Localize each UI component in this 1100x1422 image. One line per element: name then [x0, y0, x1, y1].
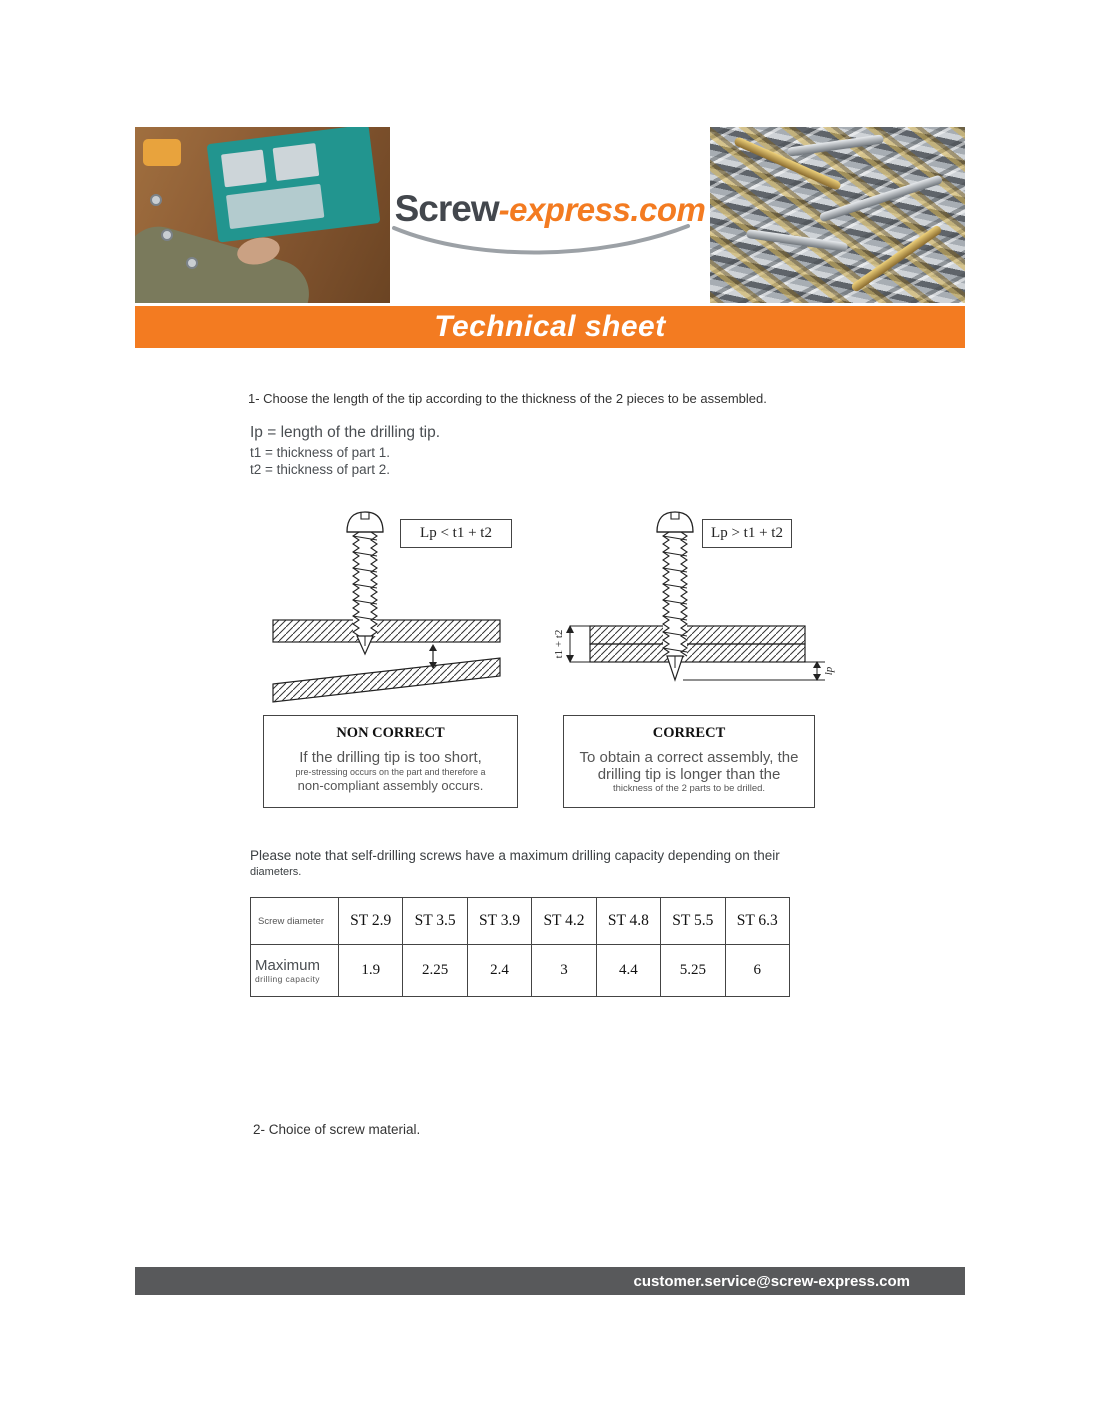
table-capacity-cell: 6 [725, 945, 789, 997]
header-band [135, 127, 965, 303]
table-capacity-cell: 5.25 [661, 945, 725, 997]
capacity-label-main: Maximum [255, 957, 321, 974]
table-diameter-cell: ST 6.3 [725, 898, 789, 945]
table-capacity-label [251, 945, 339, 997]
decor-screw [746, 229, 848, 252]
decor-washer [150, 194, 162, 206]
legend-line: t1 = thickness of part 1. [250, 445, 390, 460]
table-diameter-cell: ST 2.9 [339, 898, 403, 945]
decor-tape-measure [143, 139, 181, 165]
correct-box [563, 715, 815, 808]
non-correct-line3: non-compliant assembly occurs. [297, 778, 484, 793]
table-row-capacities [251, 945, 790, 997]
thickness-dimension [553, 625, 590, 663]
decor-slot [272, 143, 318, 181]
table-diameter-cell: ST 4.2 [532, 898, 596, 945]
screws-photo [710, 127, 965, 303]
decor-organizer-box [206, 127, 380, 242]
decor-screw [850, 224, 943, 293]
logo-text-primary: Screw [394, 188, 499, 229]
table-diameter-cell: ST 4.8 [596, 898, 660, 945]
table-capacity-cell: 2.25 [403, 945, 467, 997]
correct-line2: drilling tip is longer than the [597, 766, 781, 783]
banner-title: Technical sheet [434, 310, 666, 343]
legend-line: Ip = length of the drilling tip. [250, 424, 440, 441]
workbench-photo [135, 127, 390, 303]
correct-line3: thickness of the 2 parts to be drilled. [612, 783, 766, 794]
upper-plate [273, 620, 500, 642]
non-correct-box [263, 715, 518, 808]
decor-screw [786, 134, 883, 156]
table-capacity-cell: 4.4 [596, 945, 660, 997]
table-capacity-cell: 1.9 [339, 945, 403, 997]
logo-text-secondary: -express.com [498, 191, 706, 228]
banner [135, 306, 965, 348]
table-corner-label: Screw diameter [251, 898, 339, 945]
correct-line1: To obtain a correct assembly, the [579, 749, 799, 766]
step2-title: 2- Choice of screw material. [253, 1122, 421, 1137]
correct-title: CORRECT [652, 725, 726, 741]
decor-slot [226, 184, 324, 229]
decor-slot [220, 149, 266, 187]
legend-line: t2 = thickness of part 2. [250, 462, 390, 477]
footer-email: customer.service@screw-express.com [633, 1272, 910, 1290]
table-capacity-cell: 2.4 [467, 945, 531, 997]
non-correct-line1: If the drilling tip is too short, [299, 749, 482, 766]
logo-zone [390, 127, 710, 303]
capacity-label-sub: drilling capacity [255, 974, 320, 984]
correct-diagram [545, 508, 835, 723]
drilling-capacity-table [250, 897, 790, 997]
table-capacity-cell: 3 [532, 945, 596, 997]
capacity-note [250, 848, 830, 878]
lower-plate-tilted [273, 658, 500, 702]
decor-washer [161, 229, 173, 241]
formula-text: Lp < t1 + t2 [420, 525, 492, 541]
table-diameter-cell: ST 3.5 [403, 898, 467, 945]
legend [250, 424, 440, 479]
step1-intro: 1- Choose the length of the tip according to the thickness of the 2 pieces to be assembled. [248, 391, 767, 406]
thickness-dim-label: t1 + t2 [553, 629, 565, 659]
table-row-diameters [251, 898, 790, 945]
table-diameter-cell: ST 3.9 [467, 898, 531, 945]
stacked-plates [590, 626, 805, 662]
tip-length-dimension [683, 661, 835, 681]
table-diameter-cell: ST 5.5 [661, 898, 725, 945]
formula-text: Lp > t1 + t2 [711, 525, 783, 541]
capacity-note-line1: Please note that self-drilling screws have a maximum drilling capacity depending on their [250, 848, 780, 863]
non-correct-title: NON CORRECT [336, 725, 445, 741]
tip-dim-label: lp [823, 666, 835, 676]
capacity-note-line2: diameters. [250, 866, 302, 878]
non-correct-diagram [265, 508, 520, 713]
footer [135, 1267, 965, 1295]
non-correct-line2: pre-stressing occurs on the part and therefore a [295, 767, 486, 777]
logo-swoosh [386, 222, 696, 256]
